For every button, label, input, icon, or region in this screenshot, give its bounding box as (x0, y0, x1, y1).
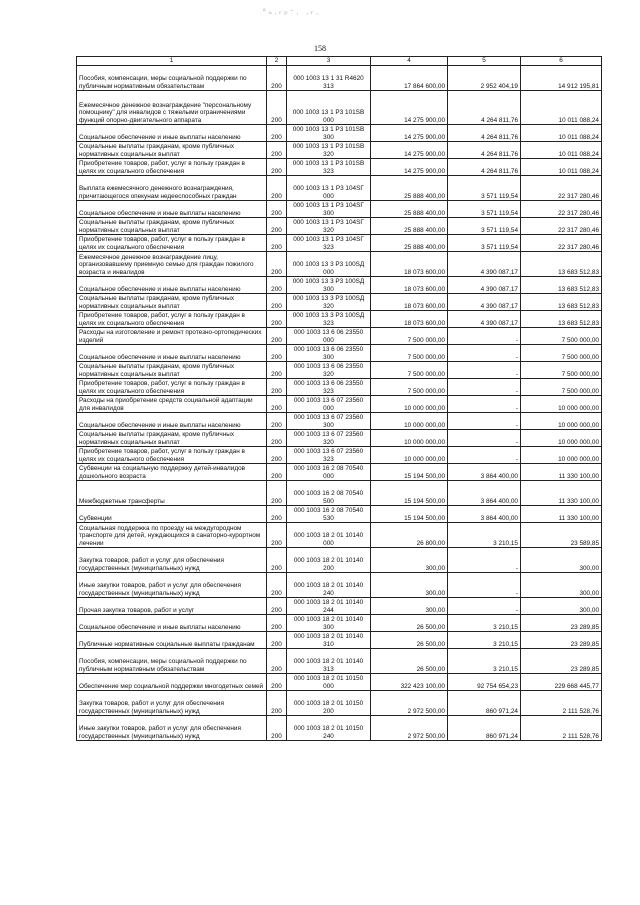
cell-budget-code: 000 1003 13 6 06 23550 320 (287, 362, 371, 379)
table-row (77, 523, 602, 548)
cell-executed: 3 571 119,54 (448, 176, 521, 201)
table-row (77, 142, 602, 159)
table-row (77, 674, 602, 691)
cell-line-code: 200 (267, 362, 287, 379)
cell-unexecuted: 11 330 100,00 (521, 481, 602, 506)
cell-name: Иные закупки товаров, работ и услуг для обеспечения государственных (муниципальных) нужд (77, 716, 267, 741)
cell-approved: 14 275 900,00 (371, 142, 448, 159)
cell-name: Социальные выплаты гражданам, кроме публичных нормативных социальных выплат (77, 430, 267, 447)
cell-executed: 3 864 400,00 (448, 506, 521, 523)
cell-line-code: 200 (267, 573, 287, 598)
cell-name: Приобретение товаров, работ, услуг в пользу граждан в целях их социального обеспечения (77, 159, 267, 176)
cell-budget-code: 000 1003 13 3 P3 100SД 300 (287, 277, 371, 294)
cell-executed: 860 971,24 (448, 691, 521, 716)
cell-budget-code: 000 1003 13 3 P3 100SД 000 (287, 252, 371, 277)
table-row (77, 235, 602, 252)
cell-line-code: 200 (267, 430, 287, 447)
cell-approved: 18 073 600,00 (371, 311, 448, 328)
cell-name: Межбюджетные трансферты (77, 481, 267, 506)
cell-executed: 3 210,15 (448, 615, 521, 632)
cell-name: Социальные выплаты гражданам, кроме публичных нормативных социальных выплат (77, 142, 267, 159)
cell-budget-code: 000 1003 13 1 P3 101SB 300 (287, 125, 371, 142)
cell-approved: 25 888 400,00 (371, 201, 448, 218)
cell-approved: 15 194 500,00 (371, 506, 448, 523)
cell-executed: 4 390 087,17 (448, 294, 521, 311)
cell-budget-code: 000 1003 13 6 07 23560 300 (287, 413, 371, 430)
cell-unexecuted: 23 589,85 (521, 523, 602, 548)
cell-budget-code: 000 1003 13 1 P3 104SГ 300 (287, 201, 371, 218)
table-row (77, 91, 602, 125)
cell-unexecuted: 10 011 088,24 (521, 142, 602, 159)
table-row (77, 379, 602, 396)
col-header: 4 (371, 57, 448, 66)
cell-unexecuted: 300,00 (521, 598, 602, 615)
table-row (77, 615, 602, 632)
table-row (77, 548, 602, 573)
cell-approved: 26 500,00 (371, 632, 448, 649)
table-row (77, 252, 602, 277)
cell-name: Ежемесячное денежное вознаграждение лицу, организовавшему приемную семью для граждан пожилого возраста и инвалидов (77, 252, 267, 277)
cell-name: Закупка товаров, работ и услуг для обеспечения государственных (муниципальных) нужд (77, 548, 267, 573)
cell-line-code: 200 (267, 396, 287, 413)
cell-budget-code: 000 1003 18 2 01 10140 244 (287, 598, 371, 615)
table-row (77, 345, 602, 362)
cell-budget-code: 000 1003 13 1 P3 104SГ 323 (287, 235, 371, 252)
cell-executed: 3 571 119,54 (448, 235, 521, 252)
cell-line-code: 200 (267, 311, 287, 328)
cell-name: Социальное обеспечение и иные выплаты населению (77, 345, 267, 362)
cell-budget-code: 000 1003 13 1 P3 101SB 323 (287, 159, 371, 176)
col-header: 5 (448, 57, 521, 66)
cell-unexecuted: 10 011 088,24 (521, 91, 602, 125)
cell-approved: 10 000 000,00 (371, 396, 448, 413)
cell-name: Ежемесячное денежное вознаграждение "персональному помощнику" для инвалидов с тяжелыми ограничениями функций опорно-двигательного аппарата (77, 91, 267, 125)
cell-budget-code: 000 1003 13 3 P3 100SД 323 (287, 311, 371, 328)
cell-line-code: 200 (267, 413, 287, 430)
cell-unexecuted: 2 111 528,76 (521, 691, 602, 716)
table-row (77, 716, 602, 741)
cell-budget-code: 000 1003 18 2 01 10140 300 (287, 615, 371, 632)
cell-name: Социальные выплаты гражданам, кроме публичных нормативных социальных выплат (77, 294, 267, 311)
cell-name: Пособия, компенсации, меры социальной поддержки по публичным нормативным обязательствам (77, 649, 267, 674)
cell-approved: 25 888 400,00 (371, 218, 448, 235)
cell-approved: 2 972 500,00 (371, 716, 448, 741)
cell-executed: - (448, 598, 521, 615)
cell-line-code: 200 (267, 506, 287, 523)
table-row (77, 66, 602, 91)
cell-executed: - (448, 345, 521, 362)
cell-unexecuted: 22 317 280,46 (521, 176, 602, 201)
table-row (77, 362, 602, 379)
cell-budget-code: 000 1003 18 2 01 10150 240 (287, 716, 371, 741)
cell-approved: 15 194 500,00 (371, 481, 448, 506)
cell-line-code: 200 (267, 294, 287, 311)
cell-budget-code: 000 1003 18 2 01 10140 200 (287, 548, 371, 573)
cell-approved: 7 500 000,00 (371, 328, 448, 345)
cell-approved: 15 194 500,00 (371, 464, 448, 481)
cell-executed: - (448, 396, 521, 413)
cell-budget-code: 000 1003 13 6 07 23560 000 (287, 396, 371, 413)
cell-approved: 26 800,00 (371, 523, 448, 548)
cell-executed: - (448, 548, 521, 573)
cell-line-code: 200 (267, 201, 287, 218)
cell-budget-code: 000 1003 18 2 01 10150 200 (287, 691, 371, 716)
cell-budget-code: 000 1003 13 1 31 R4620 313 (287, 66, 371, 91)
cell-unexecuted: 10 000 000,00 (521, 430, 602, 447)
cell-line-code: 200 (267, 66, 287, 91)
cell-unexecuted: 10 011 088,24 (521, 159, 602, 176)
table-row (77, 447, 602, 464)
cell-unexecuted: 10 000 000,00 (521, 447, 602, 464)
cell-budget-code: 000 1003 16 2 08 70540 500 (287, 481, 371, 506)
table-row (77, 159, 602, 176)
cell-unexecuted: 229 668 445,77 (521, 674, 602, 691)
cell-unexecuted: 23 289,85 (521, 632, 602, 649)
cell-executed: 3 210,15 (448, 632, 521, 649)
cell-line-code: 200 (267, 252, 287, 277)
cell-line-code: 200 (267, 125, 287, 142)
cell-executed: 4 264 811,76 (448, 159, 521, 176)
page-number: 158 (314, 44, 326, 53)
cell-name: Приобретение товаров, работ, услуг в пользу граждан в целях их социального обеспечения (77, 379, 267, 396)
cell-line-code: 200 (267, 691, 287, 716)
cell-executed: 3 864 400,00 (448, 464, 521, 481)
cell-name: Прочая закупка товаров, работ и услуг (77, 598, 267, 615)
cell-budget-code: 000 1003 13 6 06 23550 000 (287, 328, 371, 345)
cell-line-code: 200 (267, 548, 287, 573)
cell-budget-code: 000 1003 18 2 01 10140 240 (287, 573, 371, 598)
cell-name: Субвенции на социальную поддержку детей-инвалидов дошкольного возраста (77, 464, 267, 481)
cell-name: Социальные выплаты гражданам, кроме публичных нормативных социальных выплат (77, 218, 267, 235)
col-header: 2 (267, 57, 287, 66)
table-body (77, 66, 602, 741)
cell-unexecuted: 7 500 000,00 (521, 379, 602, 396)
cell-unexecuted: 300,00 (521, 548, 602, 573)
cell-budget-code: 000 1003 13 6 06 23550 323 (287, 379, 371, 396)
table-row (77, 218, 602, 235)
table-row (77, 506, 602, 523)
cell-approved: 7 500 000,00 (371, 345, 448, 362)
table-row (77, 464, 602, 481)
cell-budget-code: 000 1003 18 2 01 10140 313 (287, 649, 371, 674)
cell-approved: 26 500,00 (371, 649, 448, 674)
table-row (77, 430, 602, 447)
cell-line-code: 200 (267, 176, 287, 201)
table-row (77, 176, 602, 201)
cell-unexecuted: 23 289,85 (521, 615, 602, 632)
cell-approved: 18 073 600,00 (371, 277, 448, 294)
cell-executed: 4 264 811,76 (448, 125, 521, 142)
cell-executed: 92 754 654,23 (448, 674, 521, 691)
cell-line-code: 200 (267, 649, 287, 674)
table-row (77, 573, 602, 598)
cell-unexecuted: 22 317 280,46 (521, 218, 602, 235)
table-row (77, 125, 602, 142)
cell-approved: 322 423 100,00 (371, 674, 448, 691)
cell-name: Расходы на изготовление и ремонт протезно-ортопедических изделий (77, 328, 267, 345)
cell-executed: 3 210,15 (448, 523, 521, 548)
cell-unexecuted: 300,00 (521, 573, 602, 598)
cell-budget-code: 000 1003 18 2 01 10140 310 (287, 632, 371, 649)
cell-name: Социальное обеспечение и иные выплаты населению (77, 615, 267, 632)
cell-approved: 25 888 400,00 (371, 235, 448, 252)
table-row (77, 201, 602, 218)
cell-line-code: 200 (267, 277, 287, 294)
table-row (77, 328, 602, 345)
table-row (77, 413, 602, 430)
cell-name: Выплата ежемесячного денежного вознаграждения, причитающегося опекунам недееспособных граждан (77, 176, 267, 201)
cell-budget-code: 000 1003 13 1 P3 101SB 320 (287, 142, 371, 159)
cell-approved: 300,00 (371, 573, 448, 598)
cell-name: Социальное обеспечение и иные выплаты населению (77, 413, 267, 430)
cell-line-code: 200 (267, 379, 287, 396)
cell-executed: 4 264 811,76 (448, 91, 521, 125)
cell-executed: - (448, 379, 521, 396)
cell-name: Иные закупки товаров, работ и услуг для обеспечения государственных (муниципальных) нужд (77, 573, 267, 598)
cell-budget-code: 000 1003 18 2 01 10150 000 (287, 674, 371, 691)
cell-name: Пособия, компенсации, меры социальной поддержки по публичным нормативным обязательствам (77, 66, 267, 91)
cell-budget-code: 000 1003 13 1 P3 104SГ 000 (287, 176, 371, 201)
cell-budget-code: 000 1003 18 2 01 10140 000 (287, 523, 371, 548)
cell-line-code: 200 (267, 235, 287, 252)
cell-approved: 26 500,00 (371, 615, 448, 632)
cell-approved: 10 000 000,00 (371, 430, 448, 447)
cell-line-code: 200 (267, 142, 287, 159)
cell-executed: 3 210,15 (448, 649, 521, 674)
cell-budget-code: 000 1003 13 1 P3 101SB 000 (287, 91, 371, 125)
cell-unexecuted: 7 500 000,00 (521, 345, 602, 362)
cell-name: Приобретение товаров, работ, услуг в пользу граждан в целях их социального обеспечения (77, 311, 267, 328)
table-row (77, 311, 602, 328)
cell-budget-code: 000 1003 13 1 P3 104SГ 320 (287, 218, 371, 235)
table-row (77, 294, 602, 311)
cell-line-code: 200 (267, 481, 287, 506)
table-row (77, 277, 602, 294)
cell-unexecuted: 13 683 512,83 (521, 277, 602, 294)
cell-line-code: 200 (267, 91, 287, 125)
table-row (77, 691, 602, 716)
cell-line-code: 200 (267, 523, 287, 548)
cell-approved: 7 500 000,00 (371, 379, 448, 396)
cell-line-code: 200 (267, 598, 287, 615)
cell-name: Приобретение товаров, работ, услуг в пользу граждан в целях их социального обеспечения (77, 447, 267, 464)
cell-approved: 300,00 (371, 598, 448, 615)
cell-executed: 3 571 119,54 (448, 218, 521, 235)
cell-unexecuted: 11 330 100,00 (521, 464, 602, 481)
cell-unexecuted: 14 912 195,81 (521, 66, 602, 91)
cell-approved: 17 864 600,00 (371, 66, 448, 91)
cell-line-code: 200 (267, 615, 287, 632)
cell-name: Обеспечение мер социальной поддержки многодетных семей (77, 674, 267, 691)
cell-name: Закупка товаров, работ и услуг для обеспечения государственных (муниципальных) нужд (77, 691, 267, 716)
cell-executed: 860 971,24 (448, 716, 521, 741)
cell-unexecuted: 7 500 000,00 (521, 362, 602, 379)
cell-executed: 4 390 087,17 (448, 311, 521, 328)
scan-mark: ˚ᵃ·ʳᵖ˘· ·ʳ· (262, 10, 321, 20)
col-header: 6 (521, 57, 602, 66)
cell-budget-code: 000 1003 13 6 07 23560 320 (287, 430, 371, 447)
cell-approved: 18 073 600,00 (371, 252, 448, 277)
table-row (77, 649, 602, 674)
cell-approved: 14 275 900,00 (371, 159, 448, 176)
cell-executed: 3 864 400,00 (448, 481, 521, 506)
col-header: 3 (287, 57, 371, 66)
cell-approved: 18 073 600,00 (371, 294, 448, 311)
cell-name: Приобретение товаров, работ, услуг в пользу граждан в целях их социального обеспечения (77, 235, 267, 252)
table-row (77, 481, 602, 506)
cell-executed: 2 952 404,19 (448, 66, 521, 91)
cell-name: Социальное обеспечение и иные выплаты населению (77, 201, 267, 218)
cell-executed: - (448, 413, 521, 430)
cell-name: Субвенции (77, 506, 267, 523)
cell-budget-code: 000 1003 13 6 06 23550 300 (287, 345, 371, 362)
cell-name: Социальное обеспечение и иные выплаты населению (77, 125, 267, 142)
cell-approved: 14 275 900,00 (371, 91, 448, 125)
cell-unexecuted: 13 683 512,83 (521, 294, 602, 311)
cell-approved: 300,00 (371, 548, 448, 573)
cell-unexecuted: 10 011 088,24 (521, 125, 602, 142)
table-row (77, 632, 602, 649)
cell-executed: 4 390 087,17 (448, 252, 521, 277)
cell-unexecuted: 23 289,85 (521, 649, 602, 674)
cell-unexecuted: 11 330 100,00 (521, 506, 602, 523)
cell-name: Социальное обеспечение и иные выплаты населению (77, 277, 267, 294)
cell-unexecuted: 22 317 280,46 (521, 201, 602, 218)
cell-line-code: 200 (267, 159, 287, 176)
cell-budget-code: 000 1003 16 2 08 70540 000 (287, 464, 371, 481)
cell-executed: - (448, 362, 521, 379)
cell-executed: - (448, 447, 521, 464)
table-header-row (77, 57, 602, 66)
budget-table (76, 56, 602, 741)
cell-executed: 3 571 119,54 (448, 201, 521, 218)
cell-approved: 2 972 500,00 (371, 691, 448, 716)
cell-unexecuted: 10 000 000,00 (521, 396, 602, 413)
cell-executed: - (448, 328, 521, 345)
table-row (77, 598, 602, 615)
cell-line-code: 200 (267, 447, 287, 464)
cell-name: Социальная поддержка по проезду на междугородном транспорте для детей, нуждающихся в санаторно-курортном лечении (77, 523, 267, 548)
cell-approved: 10 000 000,00 (371, 447, 448, 464)
col-header: 1 (77, 57, 267, 66)
cell-name: Публичные нормативные социальные выплаты гражданам (77, 632, 267, 649)
cell-line-code: 200 (267, 218, 287, 235)
cell-approved: 14 275 900,00 (371, 125, 448, 142)
cell-budget-code: 000 1003 13 6 07 23560 323 (287, 447, 371, 464)
cell-unexecuted: 7 500 000,00 (521, 328, 602, 345)
cell-line-code: 200 (267, 328, 287, 345)
cell-executed: - (448, 573, 521, 598)
cell-name: Социальные выплаты гражданам, кроме публичных нормативных социальных выплат (77, 362, 267, 379)
cell-unexecuted: 22 317 280,46 (521, 235, 602, 252)
cell-line-code: 200 (267, 674, 287, 691)
cell-unexecuted: 13 683 512,83 (521, 252, 602, 277)
cell-line-code: 200 (267, 345, 287, 362)
table-row (77, 396, 602, 413)
cell-line-code: 200 (267, 716, 287, 741)
cell-approved: 10 000 000,00 (371, 413, 448, 430)
cell-executed: 4 264 811,76 (448, 142, 521, 159)
cell-unexecuted: 10 000 000,00 (521, 413, 602, 430)
cell-budget-code: 000 1003 13 3 P3 100SД 320 (287, 294, 371, 311)
cell-line-code: 200 (267, 464, 287, 481)
cell-approved: 25 888 400,00 (371, 176, 448, 201)
cell-executed: - (448, 430, 521, 447)
cell-name: Расходы на приобретение средств социальной адаптации для инвалидов (77, 396, 267, 413)
cell-approved: 7 500 000,00 (371, 362, 448, 379)
cell-budget-code: 000 1003 16 2 08 70540 530 (287, 506, 371, 523)
cell-unexecuted: 13 683 512,83 (521, 311, 602, 328)
cell-executed: 4 390 087,17 (448, 277, 521, 294)
cell-unexecuted: 2 111 528,76 (521, 716, 602, 741)
cell-line-code: 200 (267, 632, 287, 649)
